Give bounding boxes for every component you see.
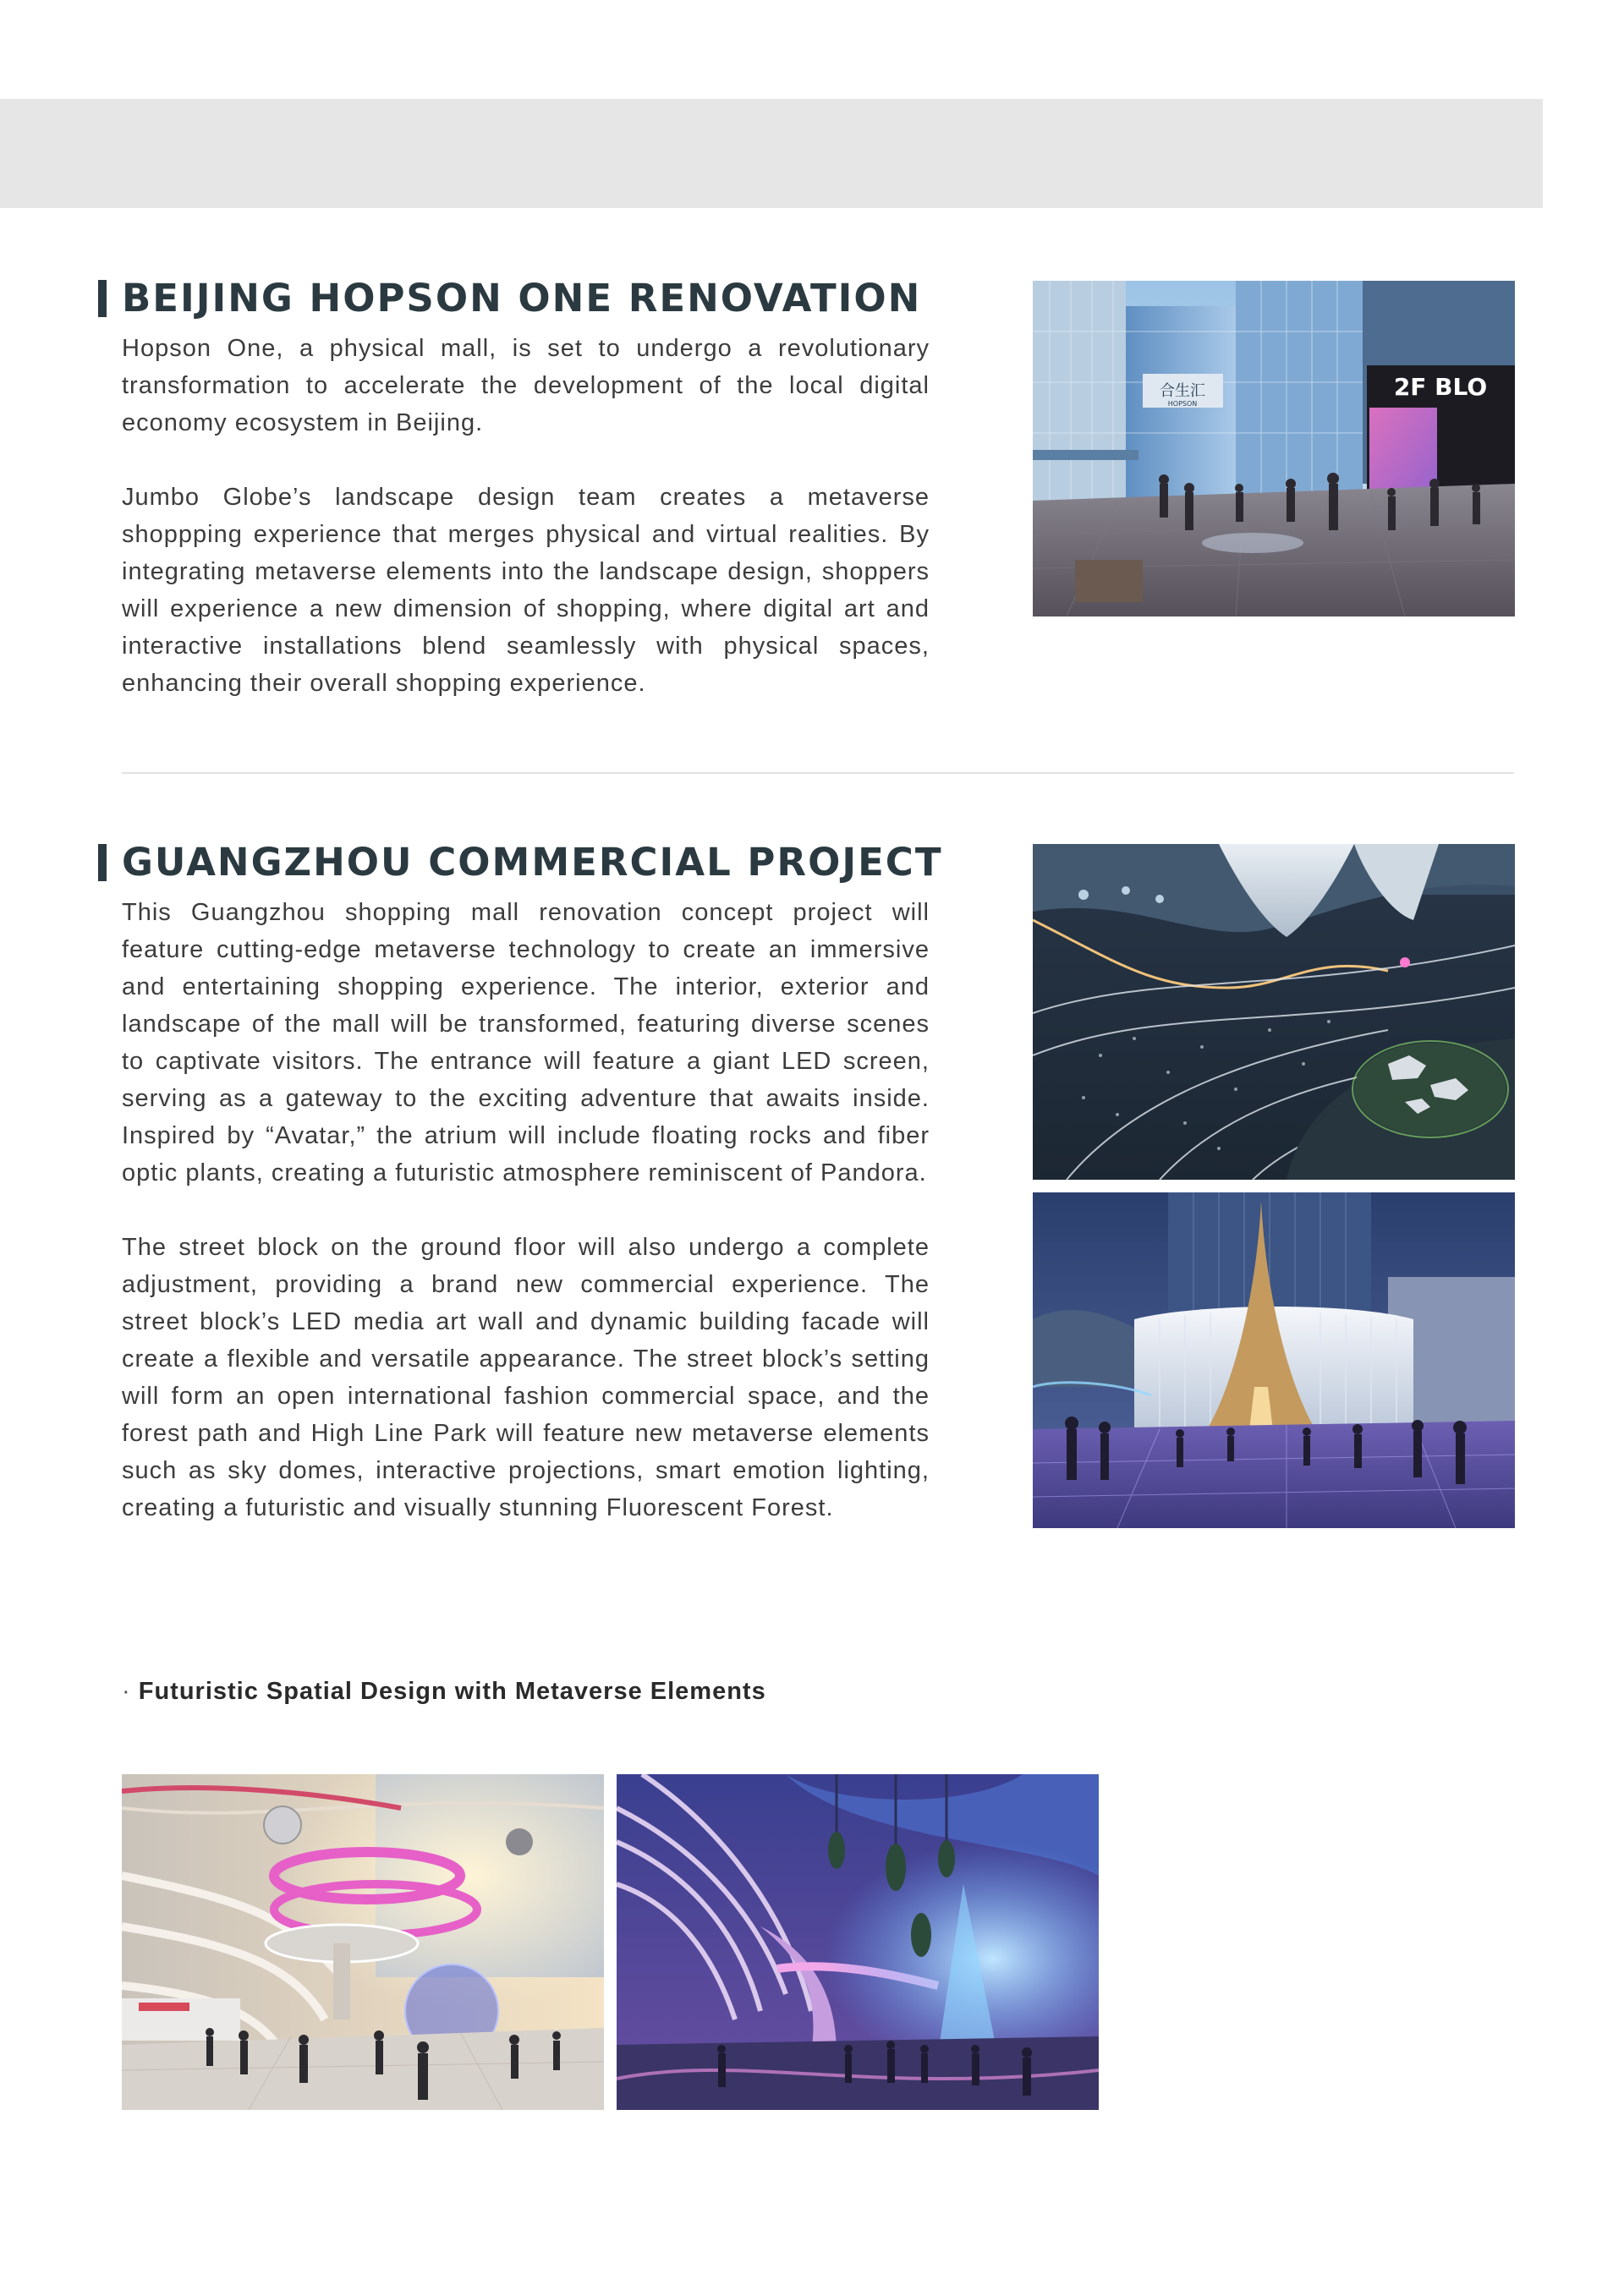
heading-marker: [98, 844, 107, 881]
section-body-guangzhou: [122, 894, 930, 1526]
paragraph: The street block on the ground floor will also undergo a complete adjustment, providing a brand new commercial experience. The street block’s LED media art wall and dynamic building facade will create a flexible and versatile appearance. The street block’s setting will form an open international fashion commercial space, and the forest path and High Line Park will feature new metaverse elements such as sky domes, interactive projections, smart emotion lighting, creating a futuristic and visually stunning Fluorescent Forest.: [122, 1234, 930, 1521]
section-body-beijing: [122, 330, 930, 702]
mall-sign-subtext: HOPSON: [1167, 400, 1198, 408]
guangzhou-aerial-render-image: [1033, 844, 1515, 1180]
section-title: BEIJING HOPSON ONE RENOVATION: [122, 276, 922, 321]
atrium-render-image-left: [122, 1774, 604, 2110]
hopson-mall-render-image: [1033, 281, 1515, 616]
caption-bullet: ·: [122, 1678, 131, 1705]
section-heading-beijing: [98, 276, 921, 321]
guangzhou-entrance-render-image: [1033, 1192, 1515, 1528]
heading-marker: [98, 280, 107, 317]
paragraph: Jumbo Globe’s landscape design team creates a metaverse shoppping experience that merges physical and virtual realities. By integrating metaverse elements into the landscape design, shoppers will experience a new dimension of shopping, where digital art and interactive installations blend seamlessly with physical spaces, enhancing their overall shopping experience.: [122, 484, 930, 697]
mall-sign-text: 合生汇: [1160, 382, 1205, 400]
section-divider: [122, 772, 1514, 774]
atrium-render-image-right: [617, 1774, 1099, 2110]
top-banner: [0, 99, 1543, 208]
section-title: GUANGZHOU COMMERCIAL PROJECT: [122, 840, 943, 885]
store-sign-text: 2F BLO: [1393, 373, 1488, 401]
image-caption: [122, 1678, 766, 1706]
paragraph: This Guangzhou shopping mall renovation concept project will feature cutting-edge metaverse technology to create an immersive and entertaining shopping experience. The interior, exterior and landscape of the mall will be transformed, featuring diverse scenes to captivate visitors. The entrance will feature a giant LED screen, serving as a gateway to the exciting adventure that awaits inside. Inspired by “Avatar,” the atrium will include floating rocks and fiber optic plants, creating a futuristic atmosphere reminiscent of Pandora.: [122, 899, 930, 1186]
caption-text: Futuristic Spatial Design with Metaverse Elements: [138, 1678, 766, 1705]
section-heading-guangzhou: [98, 840, 943, 885]
paragraph: Hopson One, a physical mall, is set to undergo a revolutionary transformation to accelerate the development of the local digital economy ecosystem in Beijing.: [122, 335, 930, 436]
